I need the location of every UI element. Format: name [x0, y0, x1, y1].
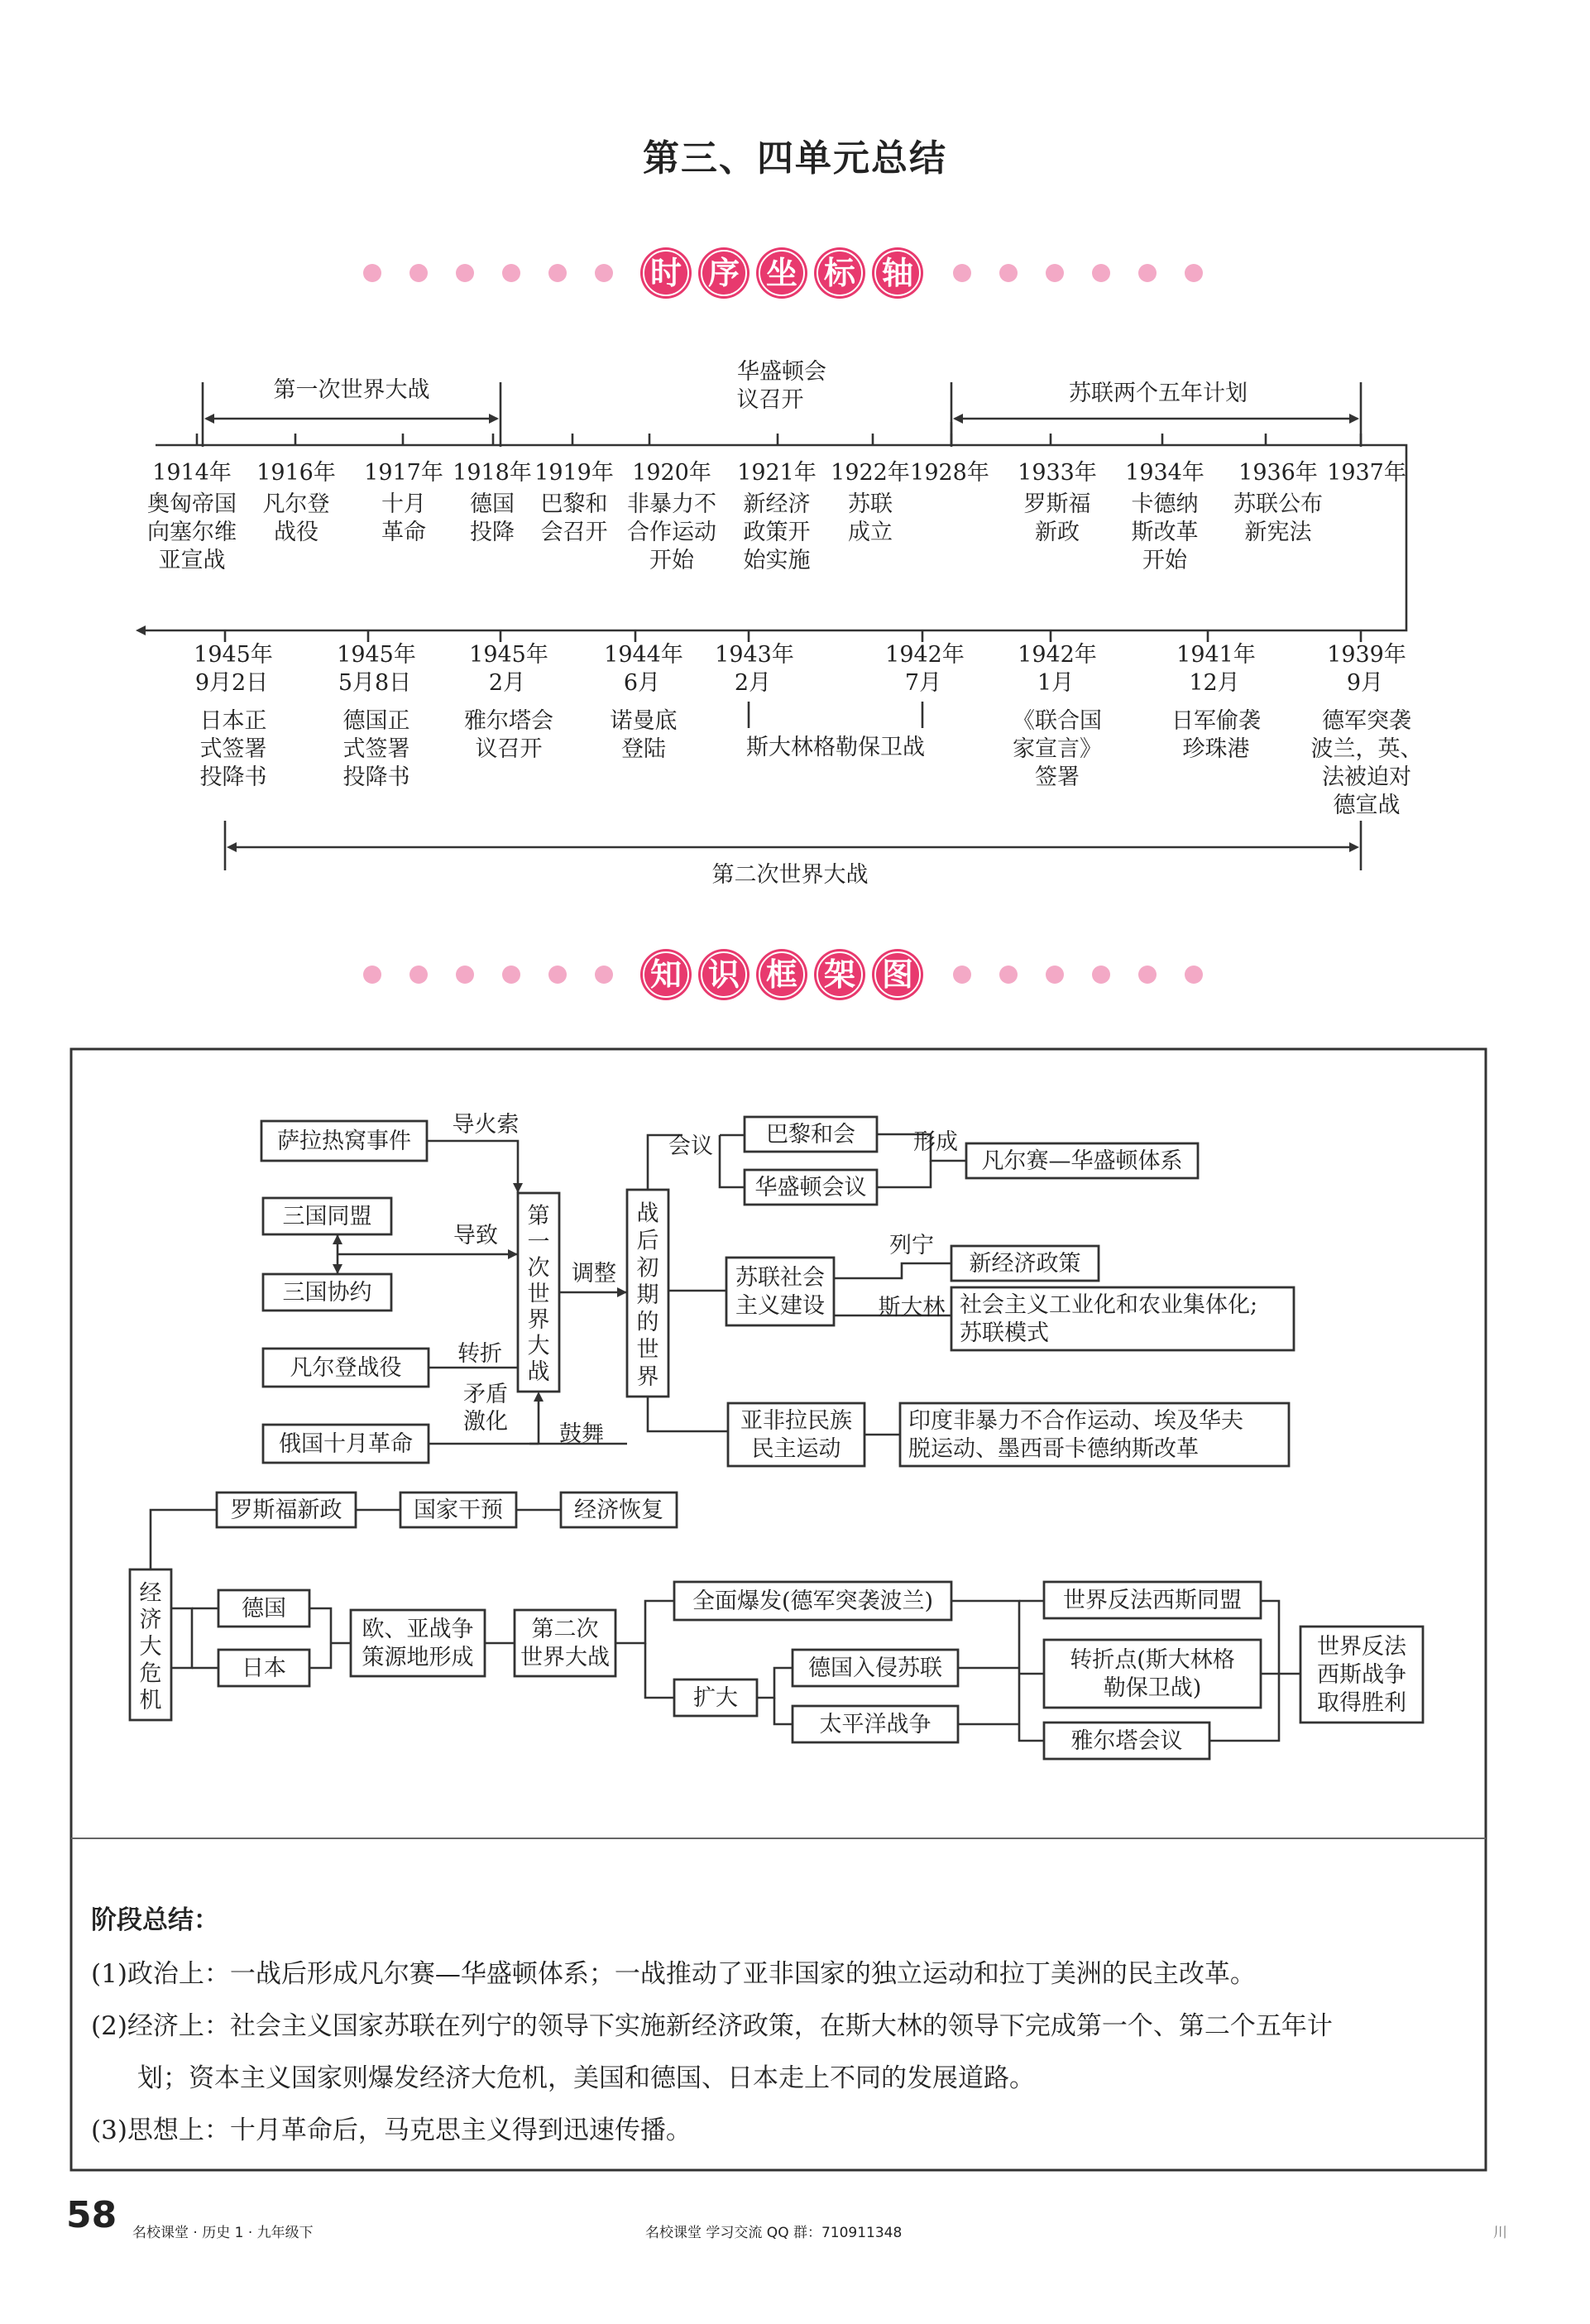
title-badge-char: 知 [649, 956, 682, 993]
timeline-date: 1月 [1037, 670, 1075, 696]
framework-box-text: 国家干预 [414, 1497, 503, 1523]
timeline-event-text: 亚宣战 [158, 548, 226, 573]
timeline-event-text: 革命 [381, 520, 426, 545]
footer-region-mark: 川 [1493, 2225, 1507, 2241]
page-number: 58 [66, 2194, 117, 2236]
page-title: 第三、四单元总结 [643, 137, 947, 180]
framework-box-text: 一 [527, 1229, 550, 1255]
summary-item-economy-cont: 划；资本主义国家则爆发经济大危机，美国和德国、日本走上不同的发展道路。 [137, 2063, 1035, 2093]
timeline-event-text: 奥匈帝国 [147, 491, 237, 517]
timeline-event-text: 《联合国 [1013, 708, 1102, 734]
connector-war [615, 1601, 674, 1643]
timeline-event-text: 雅尔塔会 [464, 708, 553, 734]
decor-dot [595, 966, 613, 984]
framework-box-text: 全面爆发(德军突袭波兰) [692, 1588, 934, 1614]
decor-dot [1046, 264, 1064, 282]
connector-form [877, 1161, 931, 1187]
timeline-event-text: 法被迫对 [1322, 764, 1411, 790]
timeline-axis [136, 359, 1423, 888]
decor-dot [1092, 966, 1110, 984]
timeline-year: 1942年 [1018, 642, 1097, 668]
decor-dot [1138, 966, 1157, 984]
decor-dot [409, 966, 428, 984]
connector-lenin [834, 1263, 951, 1278]
framework-box-text: 扩大 [693, 1685, 738, 1711]
framework-relation-label: 斯大林 [878, 1295, 946, 1320]
timeline-event-text: 家宣言》 [1013, 736, 1102, 762]
title-badge-char: 标 [823, 255, 856, 291]
framework-relation-label: 导火索 [452, 1112, 520, 1138]
framework-relation-label: 列宁 [889, 1233, 934, 1258]
framework-relation-label: 转折 [457, 1341, 502, 1367]
timeline-event-text: 新宪法 [1244, 520, 1312, 545]
decor-dot [456, 264, 474, 282]
timeline-year: 1945年 [469, 642, 548, 668]
framework-box-text: 凡尔登战役 [290, 1355, 402, 1381]
framework-box-text: 世界反法西斯同盟 [1063, 1588, 1242, 1613]
connector-movement [648, 1397, 728, 1431]
framework-box-text: 新经济政策 [969, 1251, 1081, 1277]
decor-dot [953, 264, 971, 282]
connector-source [309, 1608, 331, 1668]
framework-box-text: 萨拉热窝事件 [277, 1128, 411, 1154]
timeline-event-text: 卡德纳 [1131, 491, 1199, 517]
arrow-head [508, 1249, 518, 1259]
framework-box-text: 德国入侵苏联 [808, 1656, 942, 1681]
timeline-year: 1937年 [1327, 460, 1406, 486]
timeline-year: 1928年 [910, 460, 989, 486]
timeline-event-text: 华盛顿会 [737, 359, 826, 385]
connector-crisis [171, 1608, 192, 1668]
arrow-head [136, 625, 146, 635]
framework-box-text: 民主运动 [751, 1436, 841, 1462]
summary-item-economy: (2)经济上：社会主义国家苏联在列宁的领导下实施新经济政策，在斯大林的领导下完成第一个、第二个五年计 [91, 2011, 1333, 2041]
framework-box-text: 雅尔塔会议 [1070, 1728, 1183, 1754]
timeline-year: 1945年 [337, 642, 416, 668]
title-badge-char: 时 [649, 255, 682, 291]
bracket-label: 斯大林格勒保卫战 [746, 735, 925, 760]
framework-box-text: 策源地形成 [362, 1645, 474, 1670]
framework-box-text: 苏联社会 [735, 1265, 825, 1291]
decor-dot [1185, 966, 1203, 984]
decor-dot [363, 966, 381, 984]
framework-box-text: 苏联模式 [960, 1320, 1049, 1346]
framework-box-text: 日本 [242, 1656, 286, 1681]
timeline-event-text: 珍珠港 [1182, 736, 1250, 762]
arrow-head [227, 842, 237, 852]
decor-dot [953, 966, 971, 984]
timeline-year: 1918年 [453, 460, 532, 486]
arrow-head [617, 1287, 627, 1297]
framework-box-text: 三国同盟 [282, 1204, 372, 1229]
framework-box-text: 大 [527, 1333, 550, 1359]
connector-expand [757, 1668, 793, 1698]
timeline-event-text: 政策开 [743, 520, 811, 545]
timeline-event-text: 成立 [848, 520, 893, 545]
timeline-event-text: 波兰，英、 [1310, 736, 1423, 762]
timeline-year: 1919年 [534, 460, 614, 486]
decor-dot [409, 264, 428, 282]
stage-summary [91, 1895, 1497, 2157]
timeline-year: 1939年 [1327, 642, 1406, 668]
title-badge-char: 识 [707, 956, 740, 993]
connector-expand [774, 1698, 793, 1724]
timeline-event-text: 合作运动 [627, 520, 716, 545]
framework-box-text: 世界大战 [520, 1645, 610, 1670]
timeline-date: 5月8日 [338, 670, 412, 696]
title-badge-char: 轴 [881, 255, 914, 291]
decor-dot [502, 966, 520, 984]
framework-box-text: 罗斯福新政 [230, 1497, 342, 1523]
decor-dot [999, 264, 1018, 282]
bracket-label: 苏联两个五年计划 [1069, 381, 1248, 406]
timeline-event-text: 苏联公布 [1233, 491, 1323, 517]
timeline-event-text: 签署 [1035, 764, 1080, 790]
connector-war [645, 1643, 674, 1698]
timeline-year: 1944年 [604, 642, 683, 668]
timeline-event-text: 式签署 [199, 736, 267, 762]
framework-box-text: 俄国十月革命 [279, 1431, 413, 1457]
bracket-label: 第二次世界大战 [711, 862, 869, 888]
timeline-year: 1936年 [1238, 460, 1318, 486]
timeline-year: 1943年 [715, 642, 794, 668]
framework-box-text: 世 [636, 1336, 659, 1363]
timeline-event-text: 新政 [1035, 520, 1080, 545]
decor-dot [595, 264, 613, 282]
framework-relation-label: 调整 [572, 1261, 616, 1287]
framework-relation-label: 导致 [453, 1223, 498, 1248]
framework-relation-label: 鼓舞 [559, 1421, 604, 1447]
framework-box-text: 战 [527, 1359, 550, 1386]
timeline-event-text: 苏联 [848, 491, 893, 517]
timeline-date: 12月 [1189, 670, 1240, 696]
timeline-event-text: 诺曼底 [610, 708, 678, 734]
summary-item-thought: (3)思想上：十月革命后，马克思主义得到迅速传播。 [91, 2116, 692, 2145]
arrow-head [1349, 414, 1359, 424]
timeline-event-text: 十月 [381, 491, 426, 517]
framework-box-text: 济 [139, 1607, 162, 1633]
timeline-event-text: 登陆 [621, 736, 666, 762]
decor-dot [999, 966, 1018, 984]
framework-box-text: 界 [636, 1363, 659, 1390]
section-header-timeline [363, 247, 1203, 299]
timeline-event-text: 会召开 [540, 520, 608, 545]
framework-box-text: 大 [139, 1634, 162, 1660]
timeline-event-text: 投降书 [342, 764, 410, 790]
timeline-year: 1933年 [1018, 460, 1097, 486]
timeline-date: 6月 [623, 670, 661, 696]
summary-item-politics: (1)政治上：一战后形成凡尔赛—华盛顿体系；一战推动了亚非国家的独立运动和拉丁美洲的民主改革。 [91, 1959, 1256, 1989]
framework-box-text: 巴黎和会 [766, 1122, 855, 1148]
knowledge-framework-diagram [130, 1112, 1423, 1759]
timeline-event-text: 开始 [649, 548, 694, 573]
arrow-head [333, 1264, 342, 1274]
framework-box-text: 华盛顿会议 [754, 1175, 867, 1200]
framework-box-text: 战 [636, 1200, 659, 1227]
framework-box-text: 德国 [242, 1596, 286, 1622]
decor-dot [1185, 264, 1203, 282]
framework-box-text: 凡尔赛—华盛顿体系 [981, 1148, 1183, 1174]
timeline-year: 1917年 [364, 460, 443, 486]
summary-heading: 阶段总结： [91, 1905, 219, 1935]
decor-dot [363, 264, 381, 282]
timeline-event-text: 向塞尔维 [147, 520, 237, 545]
timeline-year: 1914年 [152, 460, 232, 486]
section-header-framework [363, 949, 1203, 1000]
timeline-event-text: 战役 [274, 520, 318, 545]
timeline-year: 1922年 [831, 460, 910, 486]
timeline-event-text: 日军偷袭 [1171, 708, 1261, 734]
framework-box-text: 社会主义工业化和农业集体化; [960, 1292, 1258, 1318]
timeline-date: 9月2日 [194, 670, 269, 696]
framework-relation-label: 矛盾 [463, 1382, 508, 1407]
decor-dot [548, 966, 567, 984]
decor-dot [548, 264, 567, 282]
framework-box-text: 太平洋战争 [819, 1712, 931, 1737]
timeline-event-text: 斯改革 [1131, 520, 1199, 545]
timeline-event-text: 德宣战 [1333, 793, 1401, 818]
footer-book-title: 名校课堂 · 历史 1 · 九年级下 [132, 2225, 314, 2241]
framework-box-text: 欧、亚战争 [362, 1617, 474, 1642]
framework-box-text: 转折点(斯大林格 [1070, 1647, 1235, 1673]
timeline-event-text: 德国正 [342, 708, 410, 734]
decor-dot [456, 966, 474, 984]
decor-dot [1138, 264, 1157, 282]
timeline-event-text: 德军突袭 [1322, 708, 1411, 734]
framework-box-text: 的 [636, 1310, 659, 1336]
framework-box-text: 第 [527, 1203, 550, 1229]
connector-newdeal [151, 1510, 217, 1569]
arrow-head [489, 414, 499, 424]
framework-box-text: 世界反法 [1317, 1634, 1406, 1660]
arrow-head [204, 414, 214, 424]
bracket-label: 第一次世界大战 [273, 377, 430, 403]
connector-conference [720, 1135, 745, 1187]
timeline-date: 2月 [734, 670, 772, 696]
arrow-head [953, 414, 963, 424]
framework-box-text: 危 [139, 1660, 162, 1687]
arrow-head [1349, 842, 1359, 852]
timeline-event-text: 巴黎和 [540, 491, 608, 517]
title-badge-char: 框 [765, 956, 798, 993]
framework-box-text: 勒保卫战) [1103, 1675, 1202, 1701]
timeline-year: 1921年 [737, 460, 817, 486]
connector-course [951, 1601, 1044, 1741]
decor-dot [1092, 264, 1110, 282]
arrow-head [513, 1183, 523, 1193]
arrow-head [333, 1234, 342, 1244]
timeline-date: 2月 [488, 670, 526, 696]
framework-box-text: 取得胜利 [1317, 1690, 1406, 1716]
footer-qq-group: 名校课堂 学习交流 QQ 群：710911348 [645, 2225, 903, 2241]
timeline-year: 1920年 [632, 460, 711, 486]
framework-box-text: 次 [527, 1255, 550, 1282]
timeline-year: 1934年 [1125, 460, 1204, 486]
title-badge-char: 图 [881, 956, 914, 993]
framework-relation-label: 会议 [668, 1133, 713, 1159]
timeline-event-text: 始实施 [743, 548, 811, 573]
timeline-date: 9月 [1346, 670, 1384, 696]
framework-box-text: 主义建设 [735, 1293, 825, 1319]
framework-box-text: 机 [139, 1687, 162, 1713]
timeline-year: 1945年 [194, 642, 273, 668]
framework-box-text: 西斯战争 [1317, 1662, 1406, 1688]
framework-box-text: 脱运动、墨西哥卡德纳斯改革 [908, 1436, 1199, 1462]
framework-box-text: 经济恢复 [574, 1497, 663, 1523]
timeline-year: 1942年 [885, 642, 965, 668]
timeline-event-text: 罗斯福 [1023, 491, 1091, 517]
timeline-event-text: 投降书 [199, 764, 267, 790]
framework-box-text: 世 [527, 1281, 550, 1307]
framework-box-text: 初 [636, 1255, 659, 1282]
timeline-event-text: 式签署 [342, 736, 410, 762]
timeline-event-text: 日本正 [199, 708, 267, 734]
framework-box-text: 后 [636, 1228, 659, 1254]
decor-dot [1046, 966, 1064, 984]
connector-fuse [427, 1141, 518, 1193]
framework-box-text: 第二次 [531, 1617, 599, 1642]
timeline-event-text: 德国 [470, 491, 515, 517]
timeline-date: 7月 [904, 670, 942, 696]
timeline-event-text: 凡尔登 [262, 491, 330, 517]
timeline-event-text: 议召开 [736, 387, 804, 413]
title-badge-char: 架 [823, 956, 856, 993]
title-badge-char: 坐 [765, 255, 798, 291]
timeline-event-text: 议召开 [475, 736, 543, 762]
title-badge-char: 序 [707, 255, 740, 291]
timeline-year: 1916年 [256, 460, 336, 486]
framework-box-text: 印度非暴力不合作运动、埃及华夫 [908, 1408, 1243, 1434]
framework-relation-label: 形成 [913, 1129, 958, 1155]
framework-relation-label: 激化 [463, 1409, 508, 1435]
framework-box-text: 期 [636, 1282, 659, 1309]
framework-box-text: 亚非拉民族 [740, 1408, 852, 1434]
timeline-event-text: 新经济 [743, 491, 811, 517]
timeline-event-text: 非暴力不 [627, 491, 716, 517]
framework-box-text: 经 [139, 1580, 162, 1607]
timeline-year: 1941年 [1176, 642, 1256, 668]
timeline-event-text: 开始 [1142, 548, 1187, 573]
framework-box-text: 三国协约 [282, 1280, 372, 1306]
framework-box-text: 界 [527, 1307, 550, 1334]
timeline-event-text: 投降 [470, 520, 515, 545]
decor-dot [502, 264, 520, 282]
